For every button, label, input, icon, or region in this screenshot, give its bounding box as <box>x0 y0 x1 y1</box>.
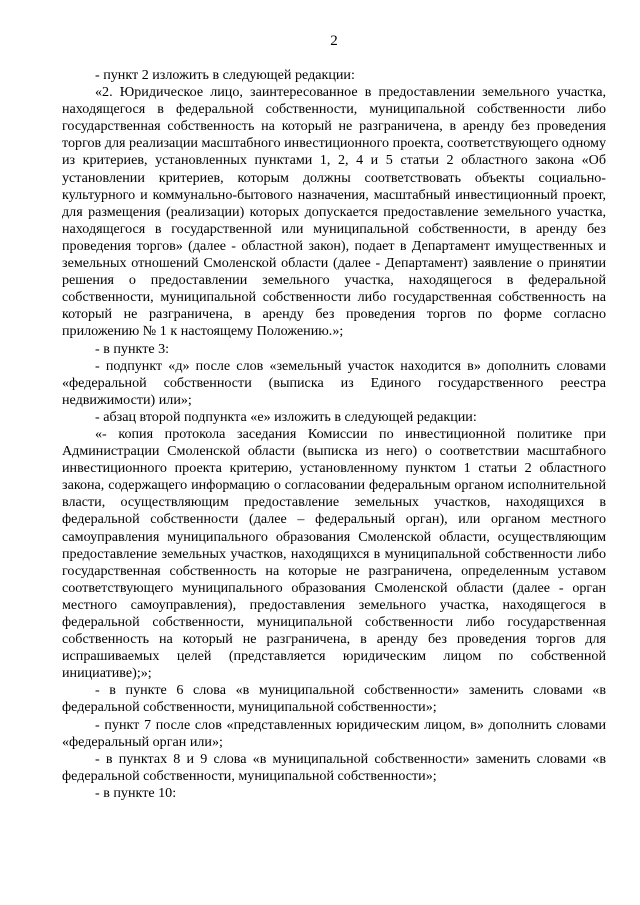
paragraph-item-7: - пункт 7 после слов «представленных юридическим лицом, в» дополнить словами «федеральный орган или»; <box>62 716 606 750</box>
paragraph-subitem-e-text: «- копия протокола заседания Комиссии по инвестиционной политике при Администрации Смоленской области (выписка из него) о соответствии масштабного инвестиционного проекта критерию, установленному пунктом 1 статьи 2 областного закона, содержащего информацию о согласовании федеральным органом исполнительной власти, осуществляющим предоставление земельных участков, находящихся в федеральной собственности (далее – федеральный орган), или органом местного самоуправления муниципального образования Смоленской области, осуществляющим предоставление земельных участков, находящихся в муниципальной собственности либо государственная собственность на которые не разграничена, определенным уставом соответствующего муниципального образования Смоленской области (далее - орган местного самоуправления), предоставления земельного участка, находящегося в федеральной собственности, муниципальной собственности либо государственная собственность на который не разграничена, в аренду без проведения торгов для испрашиваемых целей (представляется юридическим лицом по собственной инициативе);»; <box>62 425 606 682</box>
page-number: 2 <box>330 33 338 49</box>
paragraph-subitem-d: - подпункт «д» после слов «земельный участок находится в» дополнить словами «федеральной собственности (выписка из Единого государственного реестра недвижимости) или»; <box>62 357 606 408</box>
paragraph-items-8-9: - в пунктах 8 и 9 слова «в муниципальной собственности» заменить словами «в федеральной собственности, муниципальной собственности»; <box>62 750 606 784</box>
paragraph-item-6: - в пункте 6 слова «в муниципальной собственности» заменить словами «в федеральной собственности, муниципальной собственности»; <box>62 682 606 716</box>
paragraph-item-3-intro: - в пункте 3: <box>95 340 170 357</box>
paragraph-item-2-intro: - пункт 2 изложить в следующей редакции: <box>95 67 355 83</box>
paragraph-item-2-text: «2. Юридическое лицо, заинтересованное в предоставлении земельного участка, находящегося в федеральной собственности, муниципальной собственности либо государственная собственность на который не разграничена, в аренду без проведения торгов для реализации масштабного инвестиционного проекта, соответствующего одному из критериев, установленных пунктами 1, 2, 4 и 5 статьи 2 областного закона «Об установлении критериев, которым должны соответствовать объекты социально-культурного и коммунально-бытового назначения, масштабный инвестиционный проект, для размещения (реализации) которых допускается предоставление земельного участка, находящегося в государственной или муниципальной собственности, в аренду без проведения торгов» (далее - областной закон), подает в Департамент имущественных и земельных отношений Смоленской области (далее - Департамент) заявление о принятии решения о предоставлении земельного участка, находящегося в федеральной собственности, муниципальной собственности либо государственная собственность на который не разграничена, в аренду без проведения торгов по форме согласно приложению № 1 к настоящему Положению.»; <box>62 84 606 340</box>
paragraph-item-10-intro: - в пункте 10: <box>95 784 177 801</box>
paragraph-subitem-e-intro: - абзац второй подпункта «е» изложить в следующей редакции: <box>95 408 477 425</box>
